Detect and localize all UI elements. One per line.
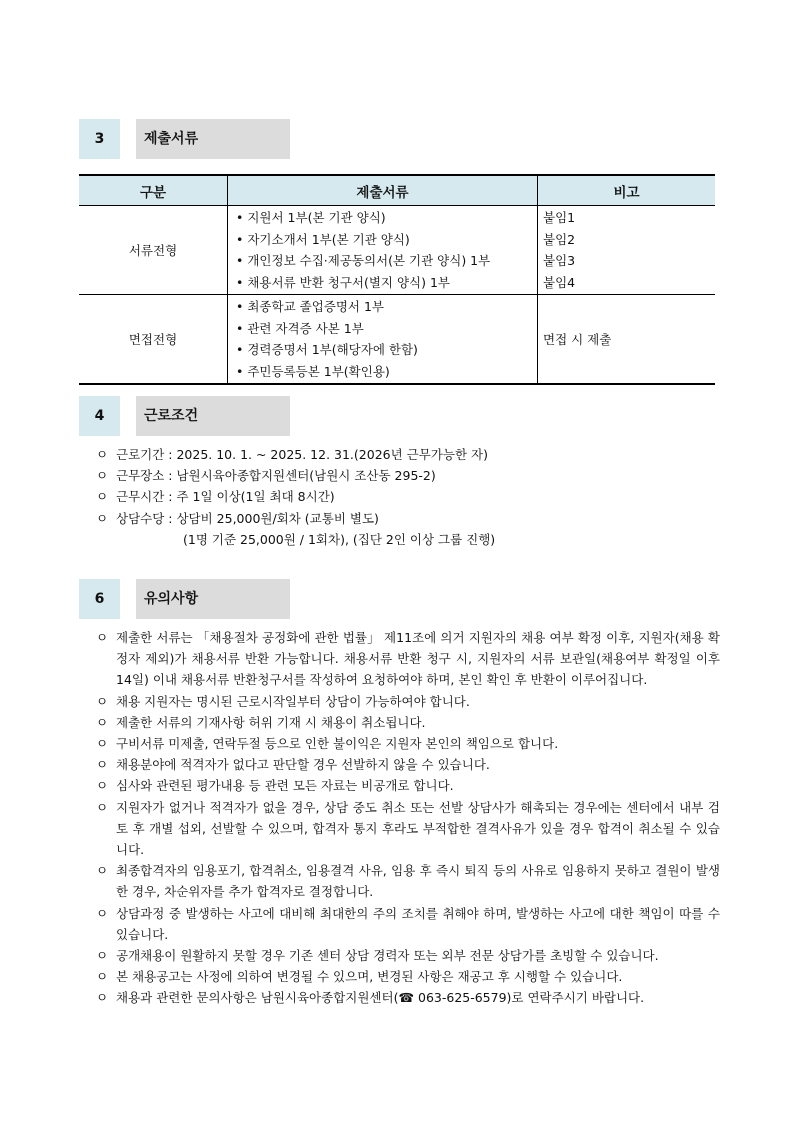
note-item: 붙임3 — [543, 253, 576, 268]
list-item — [96, 733, 720, 754]
list-item — [96, 691, 720, 712]
table-header-row — [79, 175, 715, 206]
bullet-marker: ㅇ — [96, 714, 109, 730]
document-item: • 개인정보 수집·제공동의서(본 기관 양식) 1부 — [236, 253, 491, 268]
bullet-marker: ㅇ — [96, 693, 109, 709]
document-item: • 주민등록등본 1부(확인용) — [236, 363, 390, 379]
table-row — [79, 295, 715, 385]
list-item-text: 근무장소 : 남원시육아종합지원센터(남원시 조산동 295-2) — [116, 468, 436, 484]
notes-cell: 면접 시 제출 — [538, 295, 716, 385]
column-header-documents: 제출서류 — [228, 175, 538, 206]
category-cell: 서류전형 — [79, 206, 228, 295]
list-item-text: 공개채용이 원활하지 못할 경우 기존 센터 상담 경력자 또는 외부 전문 상담가를 초빙할 수 있습니다. — [116, 948, 659, 964]
list-item-text: 채용분야에 적격자가 없다고 판단할 경우 선발하지 않을 수 있습니다. — [116, 757, 490, 773]
list-item — [96, 712, 720, 733]
list-item-continuation: (1명 기준 25,000원 / 1회차), (집단 2인 이상 그룹 진행) — [183, 531, 496, 547]
bullet-marker: ㅇ — [96, 990, 109, 1006]
table-row — [79, 206, 715, 295]
section-title: 유의사항 — [136, 579, 290, 619]
note-item: 붙임4 — [543, 274, 576, 290]
category-cell: 면접전형 — [79, 295, 228, 385]
list-item — [96, 775, 720, 796]
column-header-category: 구분 — [79, 175, 228, 206]
list-item — [96, 966, 720, 987]
list-item-text: 근로기간 : 2025. 10. 1. ~ 2025. 12. 31.(2026년 근무가능한 자) — [116, 447, 488, 462]
document-item: • 최종학교 졸업증명서 1부 — [236, 299, 384, 314]
list-item-text: 제출한 서류는 「채용절차 공정화에 관한 법률」 제11조에 의거 지원자의 채용 여부 확정 이후, 지원자(채용 확정자 제외)가 채용서류 반환 가능합니다. 채용서류 반환 청구 시, 지원자의 서류 보관일(채용여부 확정일 이후 14일) 이내 채용서류 반환청구서를 작성하여 요청하여야 하며, 본인 확인 후 반환이 이루어집니다. — [116, 630, 720, 688]
list-item-text: 상담수당 : 상담비 25,000원/회차 (교통비 별도) — [116, 510, 379, 526]
bullet-marker: ㅇ — [96, 905, 109, 921]
documents-cell — [228, 295, 538, 385]
section-number: 6 — [79, 579, 120, 619]
bullet-marker: ㅇ — [96, 969, 109, 985]
bullet-marker: ㅇ — [96, 948, 109, 964]
column-header-notes: 비고 — [538, 175, 716, 206]
bullet-marker: ㅇ — [96, 736, 109, 752]
section-title: 근로조건 — [136, 396, 290, 436]
list-item-text: 구비서류 미제출, 연락두절 등으로 인한 불이익은 지원자 본인의 책임으로 합니다. — [116, 736, 559, 752]
list-item-text: 심사와 관련된 평가내용 등 관련 모든 자료는 비공개로 합니다. — [116, 778, 454, 794]
list-item — [96, 627, 720, 691]
list-item — [96, 754, 720, 775]
bullet-marker: ㅇ — [96, 468, 109, 484]
documents-table — [79, 174, 715, 385]
list-item — [96, 860, 720, 902]
section-number: 3 — [79, 119, 120, 159]
list-item-text: 근무시간 : 주 1일 이상(1일 최대 8시간) — [116, 489, 335, 505]
list-item — [96, 508, 495, 529]
document-item: • 지원서 1부(본 기관 양식) — [236, 210, 386, 225]
list-item-text: 상담과정 중 발생하는 사고에 대비해 최대한의 주의 조치를 취해야 하며, 발생하는 사고에 대한 책임이 따를 수 있습니다. — [116, 905, 720, 942]
note-item: 붙임2 — [543, 231, 576, 247]
bullet-marker: ㅇ — [96, 778, 109, 794]
section-title: 제출서류 — [136, 119, 290, 159]
bullet-marker: ㅇ — [96, 447, 109, 462]
bullet-marker: ㅇ — [96, 630, 109, 645]
documents-cell — [228, 206, 538, 295]
working-conditions-list — [96, 444, 495, 550]
list-item-text: 제출한 서류의 기재사항 허위 기재 시 채용이 취소됩니다. — [116, 714, 426, 730]
list-item — [96, 486, 495, 507]
list-item-text: 본 채용공고는 사정에 의하여 변경될 수 있으며, 변경된 사항은 재공고 후 시행할 수 있습니다. — [116, 969, 623, 985]
list-item — [96, 903, 720, 945]
document-item: • 관련 자격증 사본 1부 — [236, 320, 364, 336]
list-item-text: 채용과 관련한 문의사항은 남원시육아종합지원센터(☎ 063-625-6579)로 연락주시기 바랍니다. — [116, 990, 645, 1006]
note-item: 붙임1 — [543, 210, 576, 225]
notices-list — [96, 627, 720, 1009]
section-number: 4 — [79, 396, 120, 436]
list-item — [96, 465, 495, 486]
list-item — [96, 945, 720, 966]
bullet-marker: ㅇ — [96, 489, 109, 505]
list-item — [96, 444, 495, 465]
list-item — [96, 987, 720, 1008]
bullet-marker: ㅇ — [96, 510, 109, 526]
bullet-marker: ㅇ — [96, 799, 109, 815]
list-item-text: 최종합격자의 임용포기, 합격취소, 임용결격 사유, 임용 후 즉시 퇴직 등의 사유로 임용하지 못하고 결원이 발생한 경우, 차순위자를 추가 합격자로 결정합니다. — [116, 863, 720, 900]
notes-cell — [538, 206, 716, 295]
bullet-marker: ㅇ — [96, 863, 109, 879]
list-item — [96, 797, 720, 861]
bullet-marker: ㅇ — [96, 757, 109, 773]
list-item-text: 지원자가 없거나 적격자가 없을 경우, 상담 중도 취소 또는 선발 상담사가 해촉되는 경우에는 센터에서 내부 검토 후 개별 섭외, 선발할 수 있으며, 합격자 통지 후라도 부적합한 결격사유가 있을 경우 합격이 취소될 수 있습니다. — [116, 799, 720, 858]
document-item: • 자기소개서 1부(본 기관 양식) — [236, 231, 410, 247]
document-item: • 채용서류 반환 청구서(별지 양식) 1부 — [236, 274, 450, 290]
list-item-text: 채용 지원자는 명시된 근로시작일부터 상담이 가능하여야 합니다. — [116, 693, 470, 709]
document-item: • 경력증명서 1부(해당자에 한함) — [236, 342, 418, 357]
